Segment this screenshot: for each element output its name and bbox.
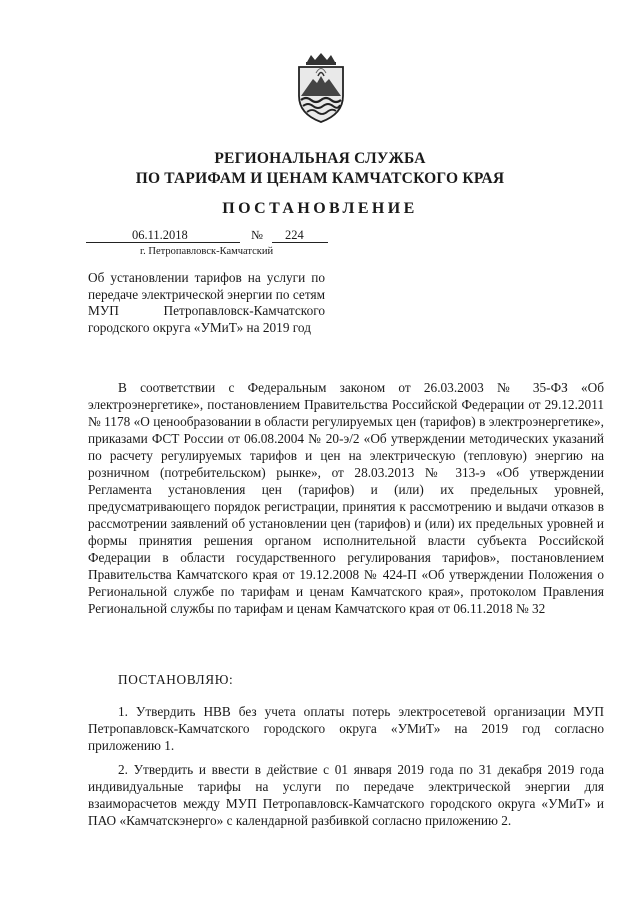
- document-type-title: ПОСТАНОВЛЕНИЕ: [222, 200, 418, 217]
- decree-item-1: 1. Утвердить НВВ без учета оплаты потерь электросетевой организации МУП Петропавловск-Камчатского городского округа «УМиТ» на 2019 год согласно приложению 1.: [88, 704, 604, 753]
- decree-item-2: 2. Утвердить и ввести в действие с 01 января 2019 года по 31 декабря 2019 года индивидуальные тарифы на услуги по передаче электрической энергии для взаиморасчетов между МУП Петропавловск-Камчатского городского округа «УМиТ» и ПАО «Камчатскэнерго» с календарной разбивкой согласно приложению 2.: [88, 762, 604, 828]
- kamchatka-coat-of-arms-icon: [293, 52, 349, 124]
- agency-name-line2: ПО ТАРИФАМ И ЦЕНАМ КАМЧАТСКОГО КРАЯ: [135, 170, 505, 187]
- agency-name-line1: РЕГИОНАЛЬНАЯ СЛУЖБА: [214, 150, 426, 167]
- preamble-paragraph: В соответствии с Федеральным законом от 26.03.2003 № 35-ФЗ «Об электроэнергетике», постановлением Правительства Российской Федерации от 29.12.2011 № 1178 «О ценообразовании в области регулируемых цен (тарифов) в электроэнергетике», приказами ФСТ России от 06.08.2004 № 20-э/2 «Об утверждении методических указаний по расчету регулируемых тарифов и цен на электрическую (тепловую) энергию на розничном (потребительском) рынке», от 28.03.2013 № 313-э «Об утверждении Регламента установления цен (тарифов) и (или) их предельных уровней, предусматривающего порядок регистрации, принятия к рассмотрению и выдачи отказов в рассмотрении заявлений об установлении цен (тарифов) и (или) их предельных уровней и формы принятия решения органом исполнительной власти субъекта Российской Федерации в области государственного регулирования тарифов», постановлением Правительства Камчатского края от 19.12.2008 № 424-П «Об утверждении Положения о Региональной службе по тарифам и ценам Камчатского края», протоколом Правления Региональной службы по тарифам и ценам Камчатского края от 06.11.2018 № 32: [88, 380, 604, 616]
- document-number: 224: [285, 228, 304, 242]
- decree-word: ПОСТАНОВЛЯЮ:: [118, 672, 234, 687]
- document-date: 06.11.2018: [132, 228, 188, 242]
- document-subject: Об установлении тарифов на услуги по передаче электрической энергии по сетям МУП Петропавловск-Камчатского городского округа «УМиТ» на 2019 год: [88, 270, 325, 335]
- document-city: г. Петропавловск-Камчатский: [140, 246, 274, 257]
- number-sign: №: [251, 228, 263, 242]
